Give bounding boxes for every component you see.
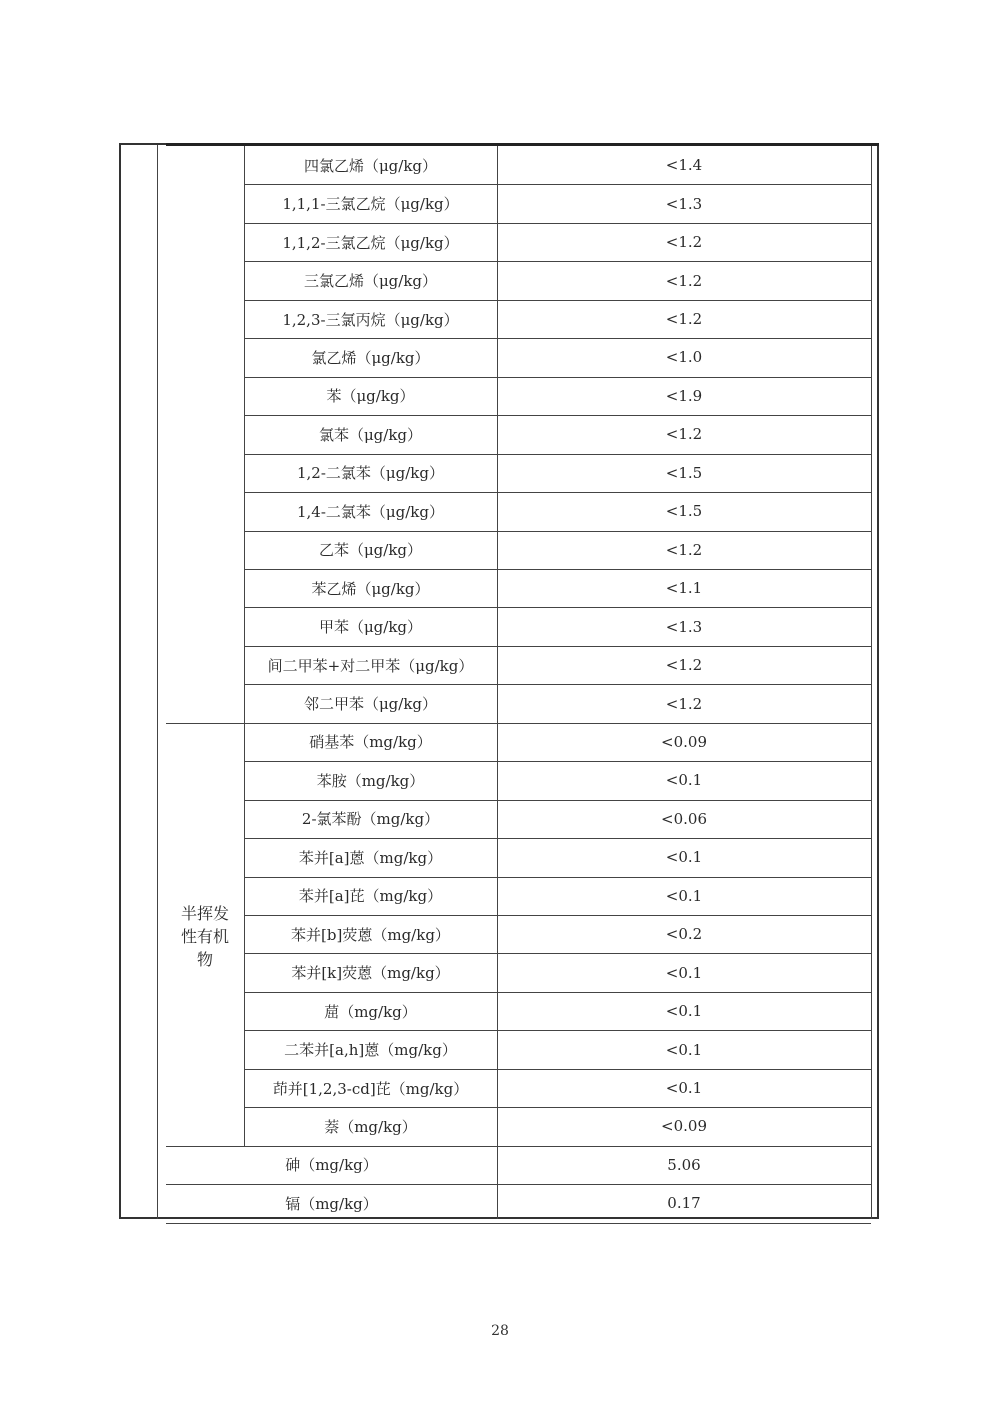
- volatile-item-name: 间二甲苯+对二甲苯（μg/kg）: [267, 656, 474, 675]
- volatile-item-value: <1.3: [665, 194, 703, 213]
- volatile-item-name: 1,1,1-三氯乙烷（μg/kg）: [282, 195, 459, 214]
- volatile-item-name: 氯苯（μg/kg）: [318, 425, 423, 444]
- semivolatile-item-name: 萘（mg/kg）: [324, 1117, 417, 1136]
- volatile-item-name: 1,1,2-三氯乙烷（μg/kg）: [282, 233, 459, 252]
- semivolatile-item-value: <0.06: [661, 809, 707, 828]
- semivolatile-item-name: 苯并[a]蒽（mg/kg）: [298, 848, 443, 867]
- semivolatile-item-value: <0.09: [661, 732, 707, 751]
- semivolatile-item-value: <0.1: [665, 886, 703, 905]
- volatile-item-name: 甲苯（μg/kg）: [318, 618, 423, 637]
- semivolatile-item-value: <0.09: [661, 1117, 707, 1136]
- volatile-item-name: 四氯乙烯（μg/kg）: [303, 156, 438, 175]
- outer-inner-border: [157, 145, 158, 1219]
- semivolatile-item-value: <0.1: [665, 848, 703, 867]
- semivolatile-item-name: 䓛（mg/kg）: [324, 1002, 417, 1021]
- metal-item-name: 镉（mg/kg）: [285, 1194, 378, 1213]
- volatile-item-value: <1.2: [665, 233, 703, 252]
- right-inner-border: [871, 146, 872, 1219]
- volatile-item-value: <1.2: [665, 540, 703, 559]
- semivolatile-item-value: <0.1: [665, 1002, 703, 1021]
- semivolatile-item-name: 苯并[a]芘（mg/kg）: [298, 887, 443, 906]
- volatile-item-name: 苯乙烯（μg/kg）: [311, 579, 430, 598]
- metal-item-name: 砷（mg/kg）: [285, 1156, 378, 1175]
- semivolatile-group-label-line2: 性有机: [180, 927, 229, 946]
- semivolatile-item-value: <0.1: [665, 771, 703, 790]
- semivolatile-item-name: 二苯并[a,h]蒽（mg/kg）: [284, 1041, 457, 1060]
- volatile-item-value: <1.2: [665, 310, 703, 329]
- volatile-item-name: 氯乙烯（μg/kg）: [311, 348, 430, 367]
- volatile-item-value: <1.4: [665, 156, 703, 175]
- semivolatile-item-name: 苯胺（mg/kg）: [316, 771, 425, 790]
- volatile-item-value: <1.2: [665, 271, 703, 290]
- volatile-item-name: 1,2-二氯苯（μg/kg）: [296, 464, 445, 483]
- volatile-item-name: 三氯乙烯（μg/kg）: [303, 272, 438, 291]
- volatile-item-value: <1.1: [665, 579, 703, 598]
- volatile-item-value: <1.2: [665, 656, 703, 675]
- volatile-item-value: <1.9: [665, 386, 703, 405]
- page-number: 28: [491, 1323, 509, 1339]
- volatile-item-value: <1.0: [665, 348, 703, 367]
- volatile-item-name: 邻二甲苯（μg/kg）: [303, 695, 438, 714]
- volatile-item-name: 苯（μg/kg）: [326, 387, 415, 406]
- volatile-item-name: 1,4-二氯苯（μg/kg）: [296, 502, 445, 521]
- row-divider: [166, 1223, 871, 1224]
- metal-item-value: 5.06: [667, 1155, 701, 1174]
- semivolatile-item-name: 茚并[1,2,3-cd]芘（mg/kg）: [272, 1079, 469, 1098]
- volatile-item-name: 1,2,3-三氯丙烷（μg/kg）: [282, 310, 459, 329]
- volatile-item-value: <1.2: [665, 425, 703, 444]
- semivolatile-item-name: 2-氯苯酚（mg/kg）: [301, 810, 440, 829]
- semivolatile-item-value: <0.2: [665, 925, 703, 944]
- metal-item-value: 0.17: [667, 1194, 701, 1213]
- volatile-item-name: 乙苯（μg/kg）: [318, 541, 423, 560]
- semivolatile-item-name: 硝基苯（mg/kg）: [309, 733, 432, 752]
- volatile-item-value: <1.5: [665, 463, 703, 482]
- semivolatile-item-name: 苯并[k]荧蒽（mg/kg）: [291, 964, 450, 983]
- volatile-item-value: <1.2: [665, 694, 703, 713]
- semivolatile-item-value: <0.1: [665, 963, 703, 982]
- semivolatile-item-name: 苯并[b]荧蒽（mg/kg）: [291, 925, 450, 944]
- semivolatile-group-label: [166, 902, 244, 971]
- semivolatile-item-value: <0.1: [665, 1040, 703, 1059]
- semivolatile-group-label-line3: 物: [196, 950, 213, 969]
- volatile-item-value: <1.3: [665, 617, 703, 636]
- volatile-item-value: <1.5: [665, 502, 703, 521]
- semivolatile-item-value: <0.1: [665, 1079, 703, 1098]
- semivolatile-group-label-line1: 半挥发: [180, 904, 229, 923]
